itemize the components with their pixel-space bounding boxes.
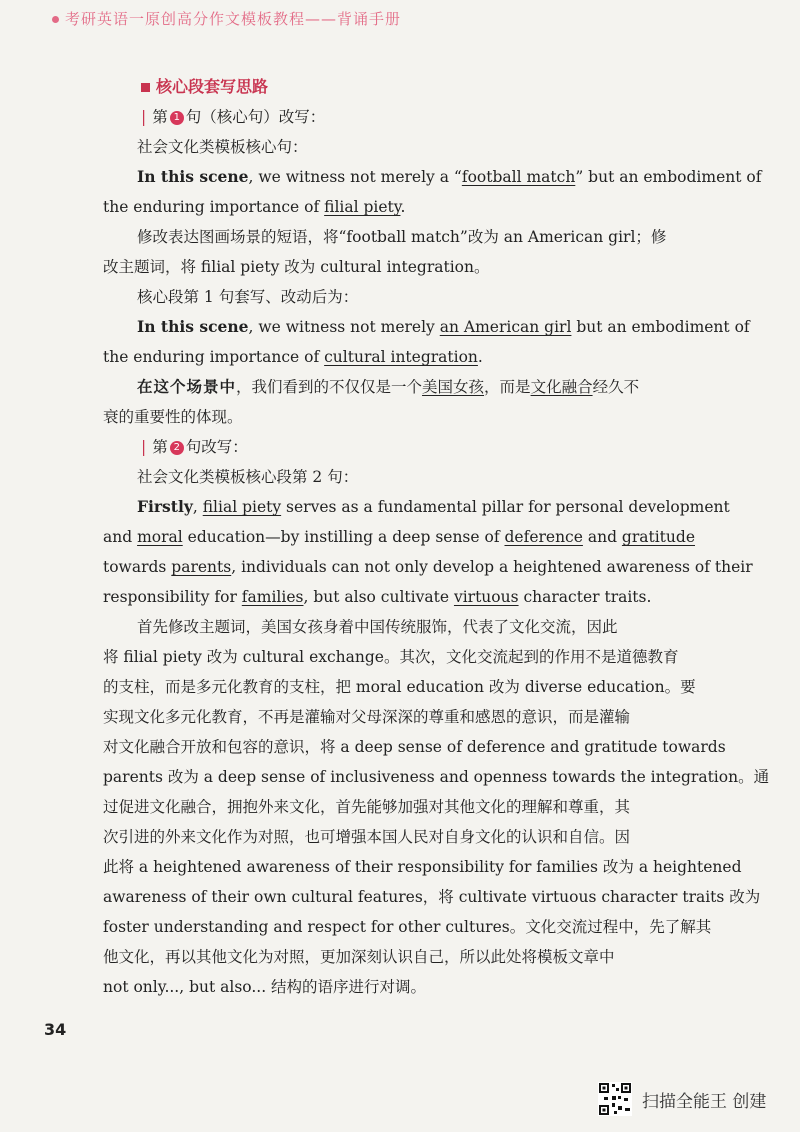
after-title: 核心段第 1 句套写、改动后为： — [137, 288, 359, 306]
sentence2-label: | 第 2 句改写： — [141, 438, 248, 456]
template-sentence-line1: In this scene, we witness not merely a “football match” but an embodiment of — [137, 167, 762, 186]
explanation-line: 将 filial piety 改为 cultural exchange。其次，文化交流起到的作用不是道德教育 — [103, 648, 679, 666]
explanation-line: 次引进的外来文化作为对照，也可增强本国人民对自身文化的认识和自信。因 — [103, 828, 631, 846]
chinese-translation-line1: 在这个场景中，我们看到的不仅仅是一个美国女孩，而是文化融合经久不 — [137, 377, 640, 396]
header-bullet-icon — [52, 16, 59, 23]
template-paragraph-line2: and moral education—by instilling a deep sense of deference and gratitude — [103, 528, 695, 546]
chinese-translation-line2: 衰的重要性的体现。 — [103, 408, 243, 426]
sentence1-template-title: 社会文化类模板核心句： — [137, 138, 308, 156]
sentence1-label: | 第 1 句（核心句）改写： — [141, 108, 326, 126]
explanation-line: 的支柱，而是多元化教育的支柱，把 moral education 改为 diverse education。要 — [103, 678, 696, 696]
square-bullet-icon — [141, 83, 150, 92]
explanation-line: 实现文化多元化教育，不再是灌输对父母深深的尊重和感恩的意识，而是灌输 — [103, 708, 631, 726]
content-body — [103, 72, 770, 1002]
explanation-line: awareness of their own cultural features，将 cultivate virtuous character traits 改为 — [103, 888, 761, 906]
sentence2-template-title: 社会文化类模板核心段第 2 句： — [137, 468, 359, 486]
section-heading: 核心段套写思路 — [141, 72, 708, 102]
template-paragraph-line4: responsibility for families, but also cultivate virtuous character traits. — [103, 588, 652, 606]
template-paragraph-line3: towards parents, individuals can not only develop a heightened awareness of their — [103, 558, 753, 576]
explanation-line: 对文化融合开放和包容的意识，将 a deep sense of deference and gratitude towards — [103, 738, 726, 756]
number-badge-icon: 1 — [170, 111, 184, 125]
explanation-line: 首先修改主题词，美国女孩身着中国传统服饰，代表了文化交流，因此 — [137, 618, 618, 636]
explanation-line: parents 改为 a deep sense of inclusiveness and openness towards the integration。通 — [103, 768, 770, 786]
number-badge-icon: 2 — [170, 441, 184, 455]
template-sentence-line2: the enduring importance of filial piety. — [103, 198, 406, 216]
qr-code-icon — [598, 1082, 632, 1116]
explanation-line: foster understanding and respect for other cultures。文化交流过程中，先了解其 — [103, 918, 712, 936]
rewritten-sentence-line1: In this scene, we witness not merely an American girl but an embodiment of — [137, 317, 750, 336]
template-paragraph-line1: Firstly, filial piety serves as a fundamental pillar for personal development — [137, 497, 730, 516]
bar-marker-icon: | — [141, 438, 147, 456]
scanner-watermark: 扫描全能王 创建 — [598, 1082, 766, 1116]
page-number: 34 — [44, 1020, 67, 1039]
explanation-line: 此将 a heightened awareness of their responsibility for families 改为 a heightened — [103, 858, 742, 876]
explanation-line2: 改主题词，将 filial piety 改为 cultural integration。 — [103, 258, 490, 276]
explanation-line1: 修改表达图画场景的短语，将“football match”改为 an American girl；修 — [137, 228, 667, 246]
bar-marker-icon: | — [141, 108, 147, 126]
rewritten-sentence-line2: the enduring importance of cultural integration. — [103, 348, 483, 366]
explanation-line: 他文化，再以其他文化为对照，更加深刻认识自己，所以此处将模板文章中 — [103, 948, 615, 966]
explanation-line: not only..., but also... 结构的语序进行对调。 — [103, 978, 427, 996]
running-header: 考研英语一原创高分作文模板教程——背诵手册 — [52, 8, 401, 29]
explanation-paragraph — [103, 612, 770, 1002]
explanation-line: 过促进文化融合，拥抱外来文化，首先能够加强对其他文化的理解和尊重，其 — [103, 798, 631, 816]
